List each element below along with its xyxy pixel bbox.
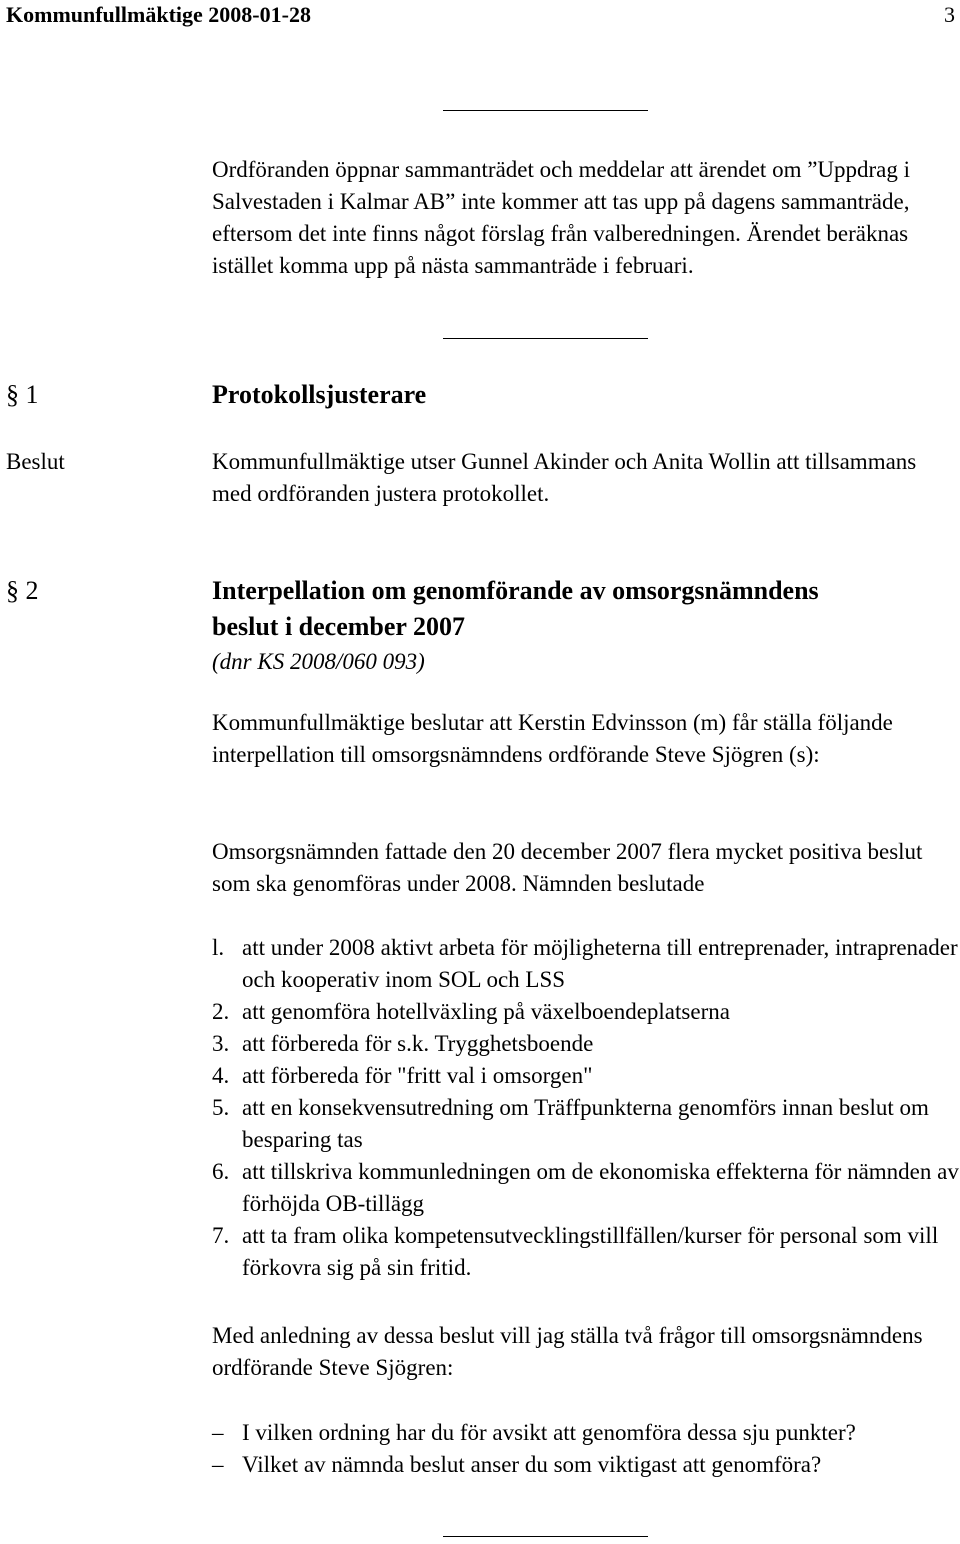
questions-intro: Med anledning av dessa beslut vill jag ställa två frågor till omsorgsnämndens ordförande Steve Sjögren: — [212, 1323, 923, 1380]
list-item: 5. att en konsekvensutredning om Träffpunkterna genomförs innan beslut om besparing tas — [212, 1095, 929, 1152]
decision-label: Beslut — [6, 449, 65, 474]
section-title-line-2: beslut i december 2007 — [212, 612, 465, 641]
section-title: Protokollsjusterare — [212, 380, 427, 409]
section-1-heading — [0, 379, 960, 411]
section-number: § 1 — [6, 380, 39, 409]
separator-rule — [443, 338, 648, 339]
list-item: l. att under 2008 aktivt arbeta för möjligheterna till entreprenader, intraprenader och kooperativ inom SOL och LSS — [212, 935, 958, 992]
page-number: 3 — [944, 2, 955, 27]
separator-rule — [443, 110, 648, 111]
intro-paragraph: Ordföranden öppnar sammanträdet och meddelar att ärendet om ”Uppdrag i Salvestaden i Kalmar AB” inte kommer att tas upp på dagens sammanträde, eftersom det inte finns något förslag från valberedningen. Ärendet beräknas istället komma upp på nästa sammanträde i februari. — [212, 157, 911, 278]
decision-list — [212, 932, 960, 1284]
section-number: § 2 — [6, 576, 39, 605]
section-title-line-1: Interpellation om genomförande av omsorgsnämndens — [212, 576, 819, 605]
decision-text: Kommunfullmäktige utser Gunnel Akinder och Anita Wollin att tillsammans med ordföranden justera protokollet. — [212, 449, 917, 506]
list-item: 6. att tillskriva kommunledningen om de ekonomiska effekterna för nämnden av förhöjda OB-tillägg — [212, 1159, 959, 1216]
list-item: – Vilket av nämnda beslut anser du som viktigast att genomföra? — [212, 1452, 822, 1477]
list-item: – I vilken ordning har du för avsikt att genomföra dessa sju punkter? — [212, 1420, 856, 1445]
separator-rule — [443, 1536, 648, 1537]
interpellation-intro: Kommunfullmäktige beslutar att Kerstin Edvinsson (m) får ställa följande interpellation till omsorgsnämndens ordförande Steve Sjögren (s): — [212, 710, 893, 767]
interpellation-background: Omsorgsnämnden fattade den 20 december 2007 flera mycket positiva beslut som ska genomföras under 2008. Nämnden beslutade — [212, 839, 923, 896]
list-item: 2. att genomföra hotellväxling på växelboendeplatserna — [212, 999, 730, 1024]
dnr-reference: (dnr KS 2008/060 093) — [212, 649, 425, 674]
list-item: 3. att förbereda för s.k. Trygghetsboende — [212, 1031, 594, 1056]
question-list — [212, 1417, 960, 1481]
section-2-heading — [0, 575, 960, 639]
page-header-title: Kommunfullmäktige 2008-01-28 — [6, 2, 311, 27]
list-item: 4. att förbereda för "fritt val i omsorgen" — [212, 1063, 593, 1088]
list-item: 7. att ta fram olika kompetensutvecklingstillfällen/kurser för personal som vill förkovra sig på sin fritid. — [212, 1223, 939, 1280]
